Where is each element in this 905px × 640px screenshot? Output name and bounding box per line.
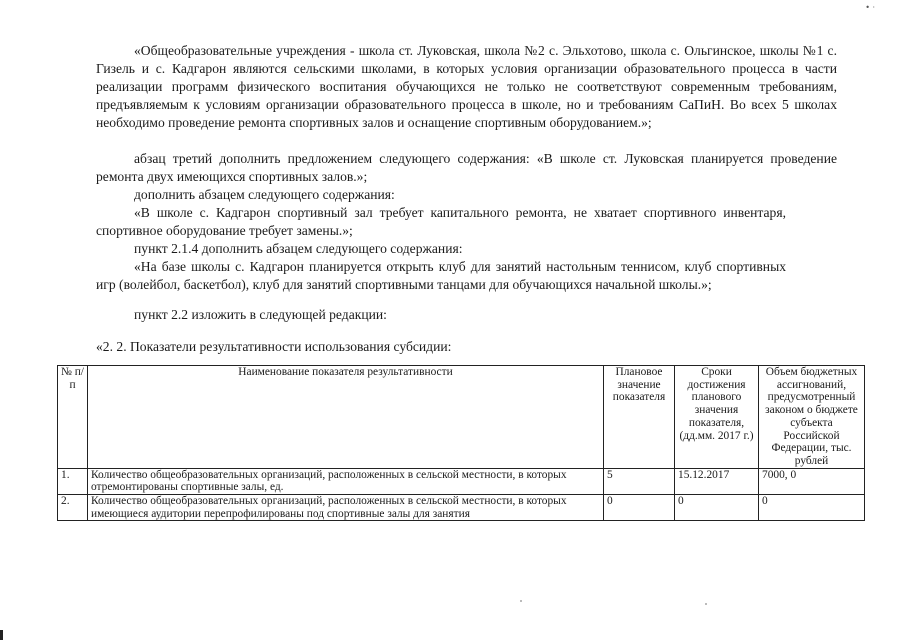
row-2-plan: 0 — [604, 495, 675, 521]
row-1-term: 15.12.2017 — [675, 468, 759, 494]
row-2-volume: 0 — [759, 495, 865, 521]
scan-speck — [705, 603, 707, 605]
row-1-plan: 5 — [604, 468, 675, 494]
indicators-table — [57, 365, 865, 521]
header-name: Наименование показателя результативности — [88, 366, 604, 469]
paragraph-kadgaron-clubs: «На базе школы с. Кадгарон планируется открыть клуб для занятий настольным теннисом, клуб спортивных игр (волейбол, баскетбол), клуб для занятий спортивными танцами для обучающихся начальной школы.»; — [96, 259, 786, 292]
table-caption: «2. 2. Показатели результативности использования субсидии: — [96, 339, 452, 354]
row-2-num: 2. — [58, 495, 88, 521]
corner-mark: • · — [865, 3, 875, 12]
header-term: Сроки достижения планового значения показателя, (дд.мм. 2017 г.) — [675, 366, 759, 469]
scan-edge-mark — [0, 630, 3, 640]
paragraph-add-clause: дополнить абзацем следующего содержания: — [134, 187, 395, 202]
row-2-name: Количество общеобразовательных организаций, расположенных в сельской местности, в которых имеющиеся аудитории перепрофилированы под спортивные залы для занятия — [88, 495, 604, 521]
paragraph-kadgaron-gym: «В школе с. Кадгарон спортивный зал требует капитального ремонта, не хватает спортивного инвентаря, спортивное оборудование требует замены.»; — [96, 205, 786, 238]
table-row — [58, 468, 865, 494]
header-num: № п/ п — [58, 366, 88, 469]
scan-speck — [520, 600, 522, 602]
paragraph-schools: «Общеобразовательные учреждения - школа ст. Луковская, школа №2 с. Эльхотово, школа с. Ольгинское, школы №1 с. Гизель и с. Кадгарон являются сельскими школами, в которых условия организации образовательного процесса в части реализации программ физического воспитания обучающихся не только не соответствуют современным требованиям, предъявляемым к условиям организации образовательного процесса в школе, но и требованиям СаПиН. Во всех 5 школах необходимо проведение ремонта спортивных залов и оснащение спортивным оборудованием.»; — [96, 43, 837, 130]
paragraph-clause-2-2: пункт 2.2 изложить в следующей редакции: — [134, 307, 387, 322]
paragraph-clause-2-1-4: пункт 2.1.4 дополнить абзацем следующего содержания: — [134, 241, 463, 256]
row-1-volume: 7000, 0 — [759, 468, 865, 494]
table-row — [58, 495, 865, 521]
row-1-num: 1. — [58, 468, 88, 494]
table-header-row — [58, 366, 865, 469]
row-1-name: Количество общеобразовательных организаций, расположенных в сельской местности, в которых отремонтированы спортивные залы, ед. — [88, 468, 604, 494]
header-volume: Объем бюджетных ассигнований, предусмотренный законом о бюджете субъекта Российской Федерации, тыс. рублей — [759, 366, 865, 469]
paragraph-amendment-luk: абзац третий дополнить предложением следующего содержания: «В школе ст. Луковская планируется проведение ремонта двух имеющихся спортивных залов.»; — [96, 151, 837, 184]
row-2-term: 0 — [675, 495, 759, 521]
header-plan: Плановое значение показателя — [604, 366, 675, 469]
